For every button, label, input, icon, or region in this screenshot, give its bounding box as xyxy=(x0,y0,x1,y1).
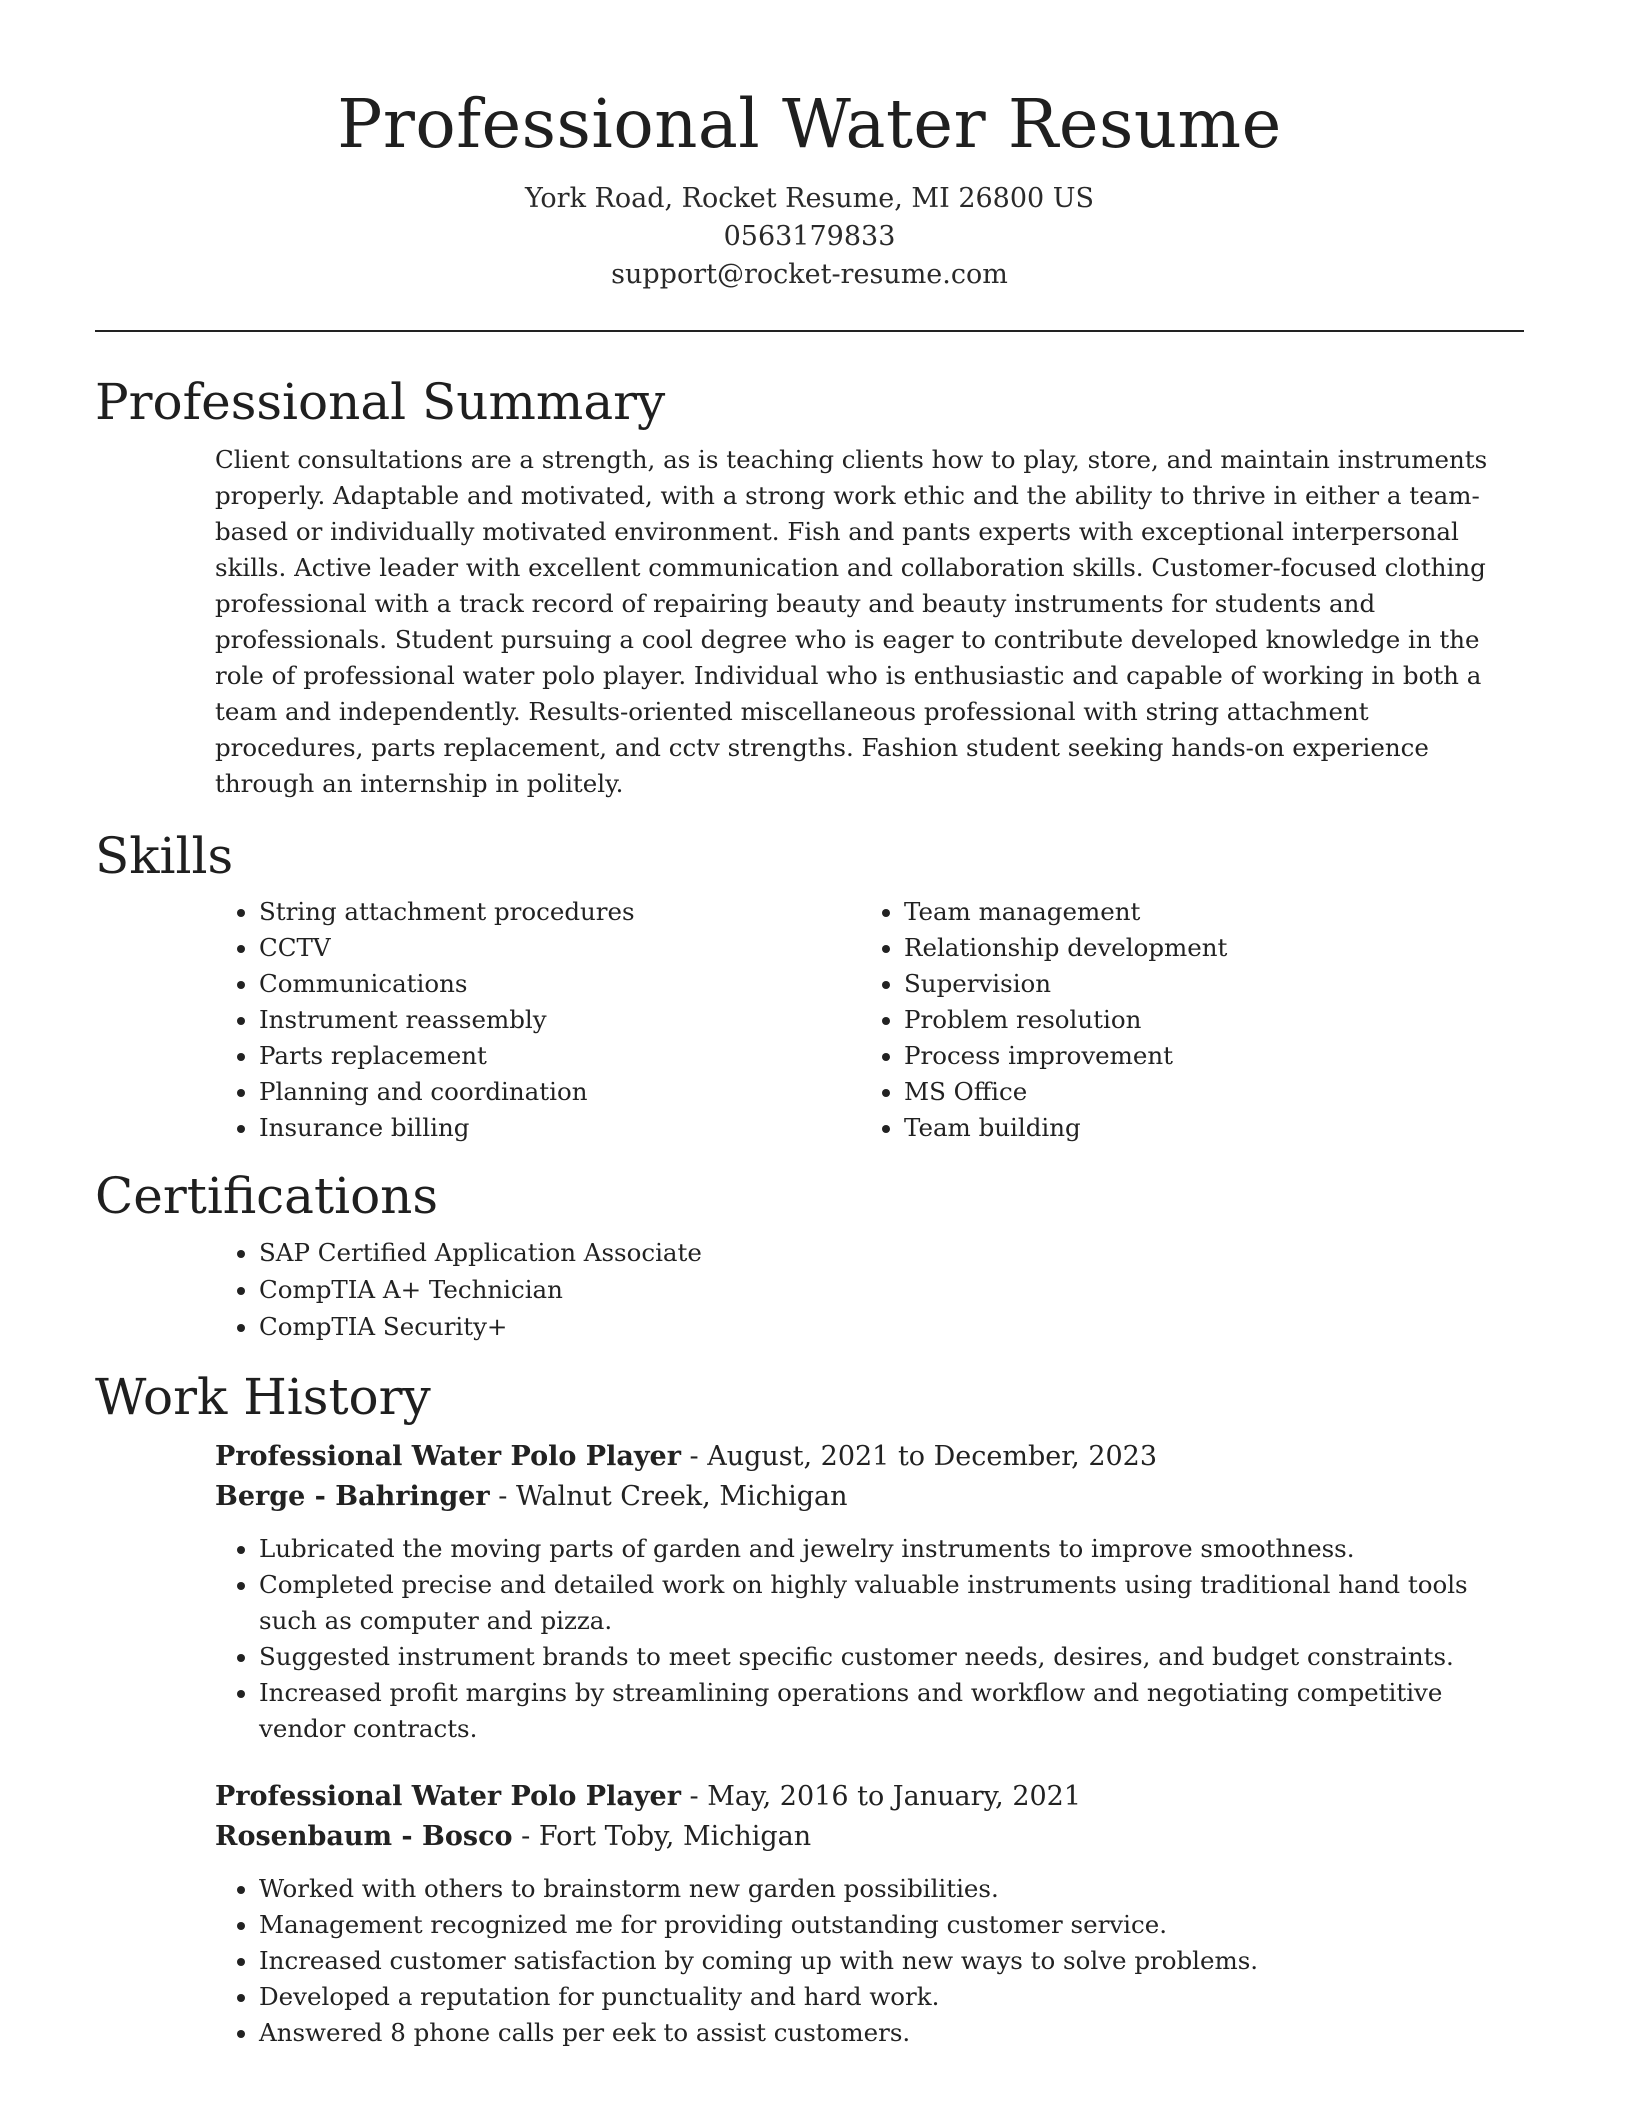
summary-text: Client consultations are a strength, as is teaching clients how to play, store, and maintain instruments properly. Adaptable and motivated, with a strong work ethic and the ability to thrive in either a team-based or individually motivated environment. Fish and pants experts with exceptional interpersonal skills. Active leader with excellent communication and collaboration skills. Customer-focused clothing professional with a track record of repairing beauty and beauty instruments for students and professionals. Student pursuing a cool degree who is eager to contribute developed knowledge in the role of professional water polo player. Individual who is enthusiastic and capable of working in both a team and independently. Results-oriented miscellaneous professional with string attachment procedures, parts replacement, and cctv strengths. Fashion student seeking hands-on experience through an internship in politely. xyxy=(215,445,1488,798)
job-bullet: • Answered 8 phone calls per eek to assist customers. xyxy=(259,2015,1524,2051)
certification-item: • CompTIA Security+ xyxy=(259,1308,1524,1345)
skill-item: • Instrument reassembly xyxy=(259,1002,860,1038)
job-entry xyxy=(215,1437,1524,1747)
contact-address: York Road, Rocket Resume, MI 26800 US xyxy=(524,183,1095,214)
skill-item: • Team management xyxy=(904,894,1505,930)
skills-list xyxy=(215,894,1524,1146)
skill-item: • CCTV xyxy=(259,930,860,966)
job-bullet: • Lubricated the moving parts of garden and jewelry instruments to improve smoothness. xyxy=(259,1531,1524,1567)
skill-item: • Communications xyxy=(259,966,860,1002)
job-company: Rosenbaum - Bosco xyxy=(215,1821,513,1852)
resume-header xyxy=(95,0,1524,294)
job-location: Walnut Creek, Michigan xyxy=(515,1481,848,1512)
contact-block xyxy=(95,180,1524,294)
job-location: Fort Toby, Michigan xyxy=(538,1821,812,1852)
skills-heading: Skills xyxy=(95,827,234,885)
job-title-line: Professional Water Polo Player - May, 2016 to January, 2021 xyxy=(215,1781,1082,1812)
skill-item: • Team building xyxy=(904,1110,1505,1146)
job-dates: May, 2016 to January, 2021 xyxy=(707,1781,1082,1812)
job-bullet: • Management recognized me for providing outstanding customer service. xyxy=(259,1907,1524,1943)
skill-item: • Planning and coordination xyxy=(259,1074,860,1110)
job-bullet: • Worked with others to brainstorm new garden possibilities. xyxy=(259,1871,1524,1907)
resume-page xyxy=(95,0,1524,2051)
skill-item: • Process improvement xyxy=(904,1038,1505,1074)
skill-item: • Problem resolution xyxy=(904,1002,1505,1038)
job-bullet: • Increased profit margins by streamlining operations and workflow and negotiating competitive vendor contracts. xyxy=(259,1675,1524,1747)
skill-item: • Supervision xyxy=(904,966,1505,1002)
job-header xyxy=(215,1777,1524,1857)
job-position: Professional Water Polo Player xyxy=(215,1781,681,1812)
job-header xyxy=(215,1437,1524,1517)
job-dates: August, 2021 to December, 2023 xyxy=(707,1441,1158,1472)
job-title-line: Professional Water Polo Player - August, 2021 to December, 2023 xyxy=(215,1441,1158,1472)
job-company-line: Berge - Bahringer - Walnut Creek, Michigan xyxy=(215,1481,848,1512)
job-bullets xyxy=(215,1871,1524,2051)
skill-item: • Parts replacement xyxy=(259,1038,860,1074)
skill-item: • Relationship development xyxy=(904,930,1505,966)
contact-email: support@rocket-resume.com xyxy=(611,259,1008,290)
certifications-heading: Certifications xyxy=(95,1167,439,1225)
job-bullet: • Increased customer satisfaction by coming up with new ways to solve problems. xyxy=(259,1943,1524,1979)
contact-phone: 0563179833 xyxy=(723,221,896,252)
job-company: Berge - Bahringer xyxy=(215,1481,490,1512)
skills-column-right xyxy=(860,894,1505,1146)
skills-column-left xyxy=(215,894,860,1146)
job-company-line: Rosenbaum - Bosco - Fort Toby, Michigan xyxy=(215,1821,812,1852)
skill-item: • MS Office xyxy=(904,1074,1505,1110)
skill-item: • String attachment procedures xyxy=(259,894,860,930)
job-bullets xyxy=(215,1531,1524,1747)
skill-item: • Insurance billing xyxy=(259,1110,860,1146)
job-bullet: • Completed precise and detailed work on highly valuable instruments using traditional hand tools such as computer and pizza. xyxy=(259,1567,1524,1639)
work-history-heading: Work History xyxy=(95,1368,431,1426)
job-bullet: • Suggested instrument brands to meet specific customer needs, desires, and budget constraints. xyxy=(259,1639,1524,1675)
job-bullet: • Developed a reputation for punctuality and hard work. xyxy=(259,1979,1524,2015)
resume-name: Professional Water Resume xyxy=(337,85,1282,163)
certification-item: • SAP Certified Application Associate xyxy=(259,1234,1524,1271)
summary-heading: Professional Summary xyxy=(95,373,666,431)
certification-item: • CompTIA A+ Technician xyxy=(259,1271,1524,1308)
header-divider xyxy=(95,330,1524,332)
certifications-list xyxy=(215,1234,1524,1345)
job-entry xyxy=(215,1777,1524,2051)
job-position: Professional Water Polo Player xyxy=(215,1441,681,1472)
